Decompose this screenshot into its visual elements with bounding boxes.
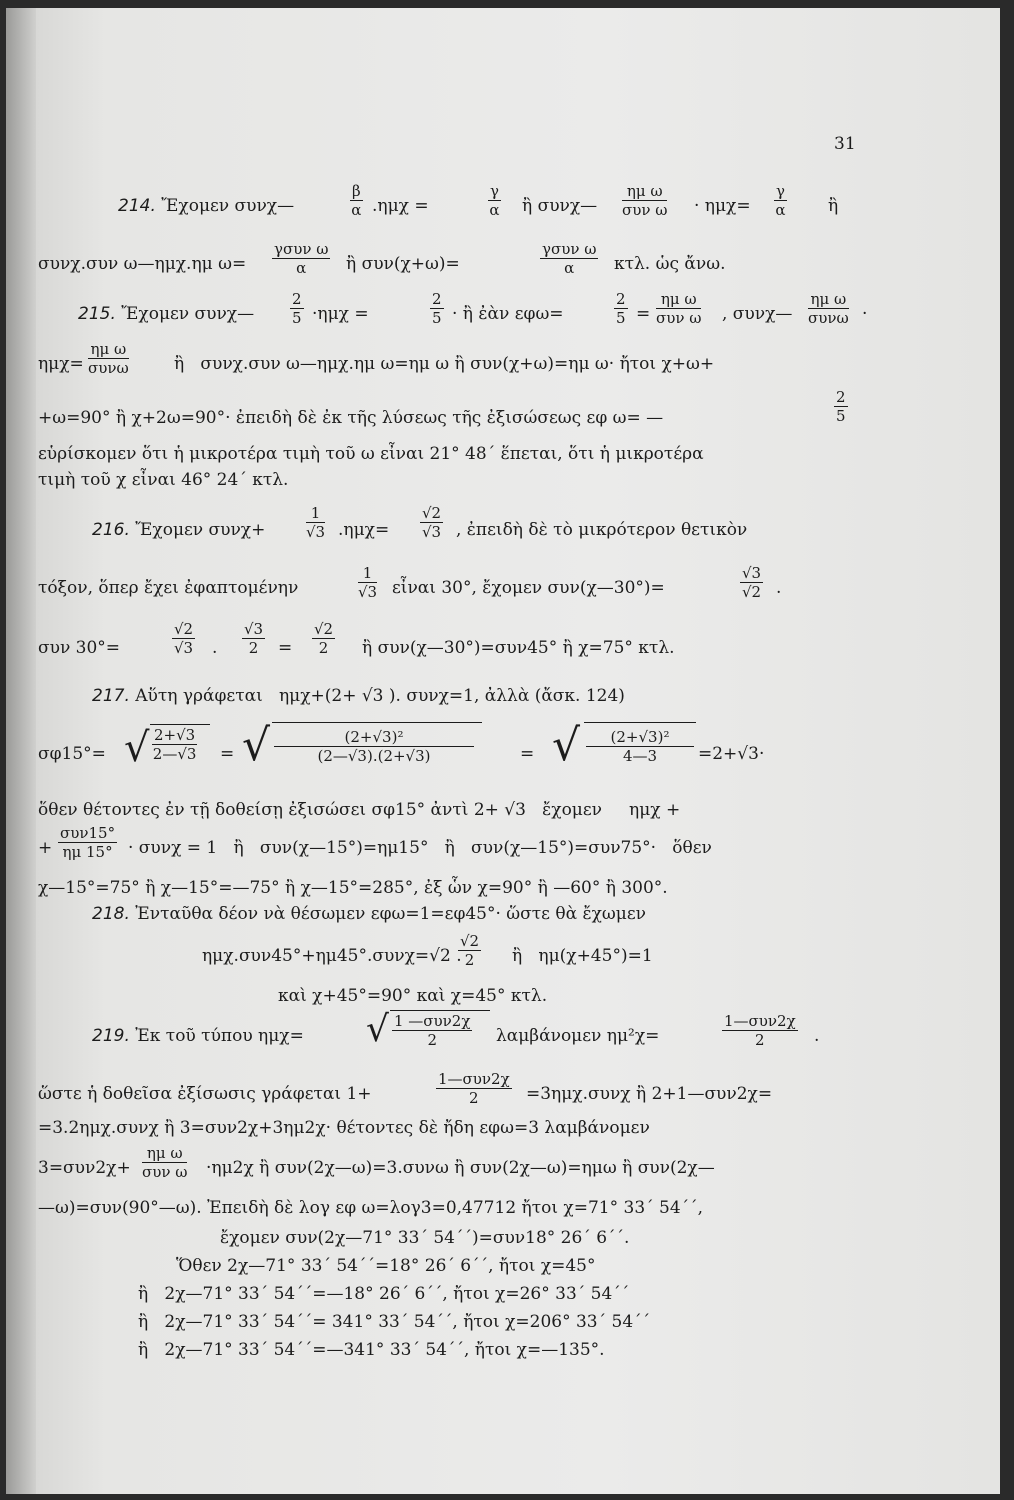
- page-number: 31: [834, 134, 856, 154]
- book-page: 31 214. Ἔχομεν συνχ— $\frac{\beta}{\alpha}$ .ημχ = $\frac{\gamma}{\alpha}$ ἢ συνχ— ημ ω συν ω · ημχ= $\frac{\gamma}{\alpha}$ ἢ συνχ.συν ω—ημχ.ημ ω= γσυν ω α ἢ συν(χ+ω)= γσυν ω α κτλ. ὡς ἄνω. 215. Ἔχομεν συνχ— $\frac{2}{5}$ ·ημχ = $\frac{2}{5}$ · ἢ ἐὰν εφω= $\frac{2}{5}$ = ημ ω συν ω , συνχ— ημ ω συνω · ημχ= ημ ω συνω ἢ συνχ.συν ω—ημχ.ημ ω=ημ ω ἢ συν(χ+ω)=ημ ω· ἤτοι χ+ω+ +ω=90° ἢ χ+2ω=90°· ἐπειδὴ δὲ ἐκ τῆς λύσεως τῆς ἐξισώσεως εφ ω= — $\frac{2}{5}$ εὑρίσκομεν ὅτι ἡ μικροτέρα τιμὴ τοῦ ω εἶναι 21° 48´ ἕπεται, ὅτι ἡ μικροτέρα τιμὴ τοῦ χ εἶναι 46° 24´ κτλ. 216. Ἔχομεν συνχ+ $\frac{1}{√3}$ .ημχ= $\frac{√2}{√3}$ , ἐπειδὴ δὲ τὸ μικρότερον θετικὸν τόξον, ὅπερ ἔχει ἐφαπτομένην $\frac{1}{√3}$ εἶναι 30°, ἔχομεν συν(χ—30°)= $\frac{√3}{√2}$ . συν 30°= $\frac{√2}{√3}$ . $\frac{√3}{2}$ = $\frac{√2}{2}$ ἢ συν(χ—30°)=συν45° ἢ χ=75° κτλ. 217. Αὕτη γράφεται ημχ+(2+ √3 ). συνχ=1, ἀλλὰ (ἄσκ. 124) σφ15°= √ $\frac{2+√3}{2—√3}$ = √ $\frac{\text{(2+√3)²}}{(2—√3).(2+√3)}$ = √ $\frac{\text{(2+√3)²}}{4—3}$ =2+√3· ὅθεν θέτοντες ἐν τῇ δοθείσῃ ἐξισώσει σφ15° ἀντὶ 2+ √3 ἔχομεν ημχ + + συν15° ημ 15° · συνχ = 1 ἢ συν(χ—15°)=ημ15° ἢ συν(χ—15°)=συν75°· ὅθεν χ—15°=75° ἢ χ—15°=—75° ἢ χ—15°=285°, ἐξ ὧν χ=90° ἢ —60° ἢ 300°. 218. Ἐνταῦθα δέον νὰ θέσωμεν εφω=1=εφ45°· ὥστε θὰ ἔχωμεν ημχ.συν45°+ημ45°.συνχ=√2 . $\frac{√2}{2}$ ἢ ημ(χ+45°)=1 καὶ χ+45°=90° καὶ χ=45° κτλ. 219. Ἐκ τοῦ τύπου ημχ= √ 1 —συν2χ 2 λαμβάνομεν ημ²χ= 1—συν2χ 2 . ὥστε ἡ δοθεῖσα ἐξίσωσις γράφεται 1+ 1—συν2χ 2 =3ημχ.συνχ ἢ 2+1—συν2χ= =3.2ημχ.συνχ ἢ 3=συν2χ+3ημ2χ· θέτοντες δὲ ἤδη εφω=3 λαμβάνομεν 3=συν2χ+ ημ ω συν ω ·ημ2χ ἢ συν(2χ—ω)=3.συνω ἢ συν(2χ—ω)=ημω ἢ συν(2χ— —ω)=συν(90°—ω). Ἐπειδὴ δὲ λογ εφ ω=λογ3=0,47712 ἤτοι χ=71° 33´ 54´´, ἔχομεν συν(2χ—71° 33´ 54´´)=συν18° 26´ 6´´. Ὅθεν 2χ—71° 33´ 54´´=18° 26´ 6´´, ἤτοι χ=45° ἢ 2χ—71° 33´ 54´´=—18° 26´ 6´´, ἤτοι χ=26° 33´ 54´´ ἢ 2χ—71° 33´ 54´´= 341° 33´ 54´´, ἤτοι χ=206° 33´ 54´´ ἢ 2χ—71° 33´ 54´´=—341° 33´ 54´´, ἤτοι χ=—135°.: [6, 8, 1000, 1494]
- page-spine-shadow: [6, 8, 36, 1494]
